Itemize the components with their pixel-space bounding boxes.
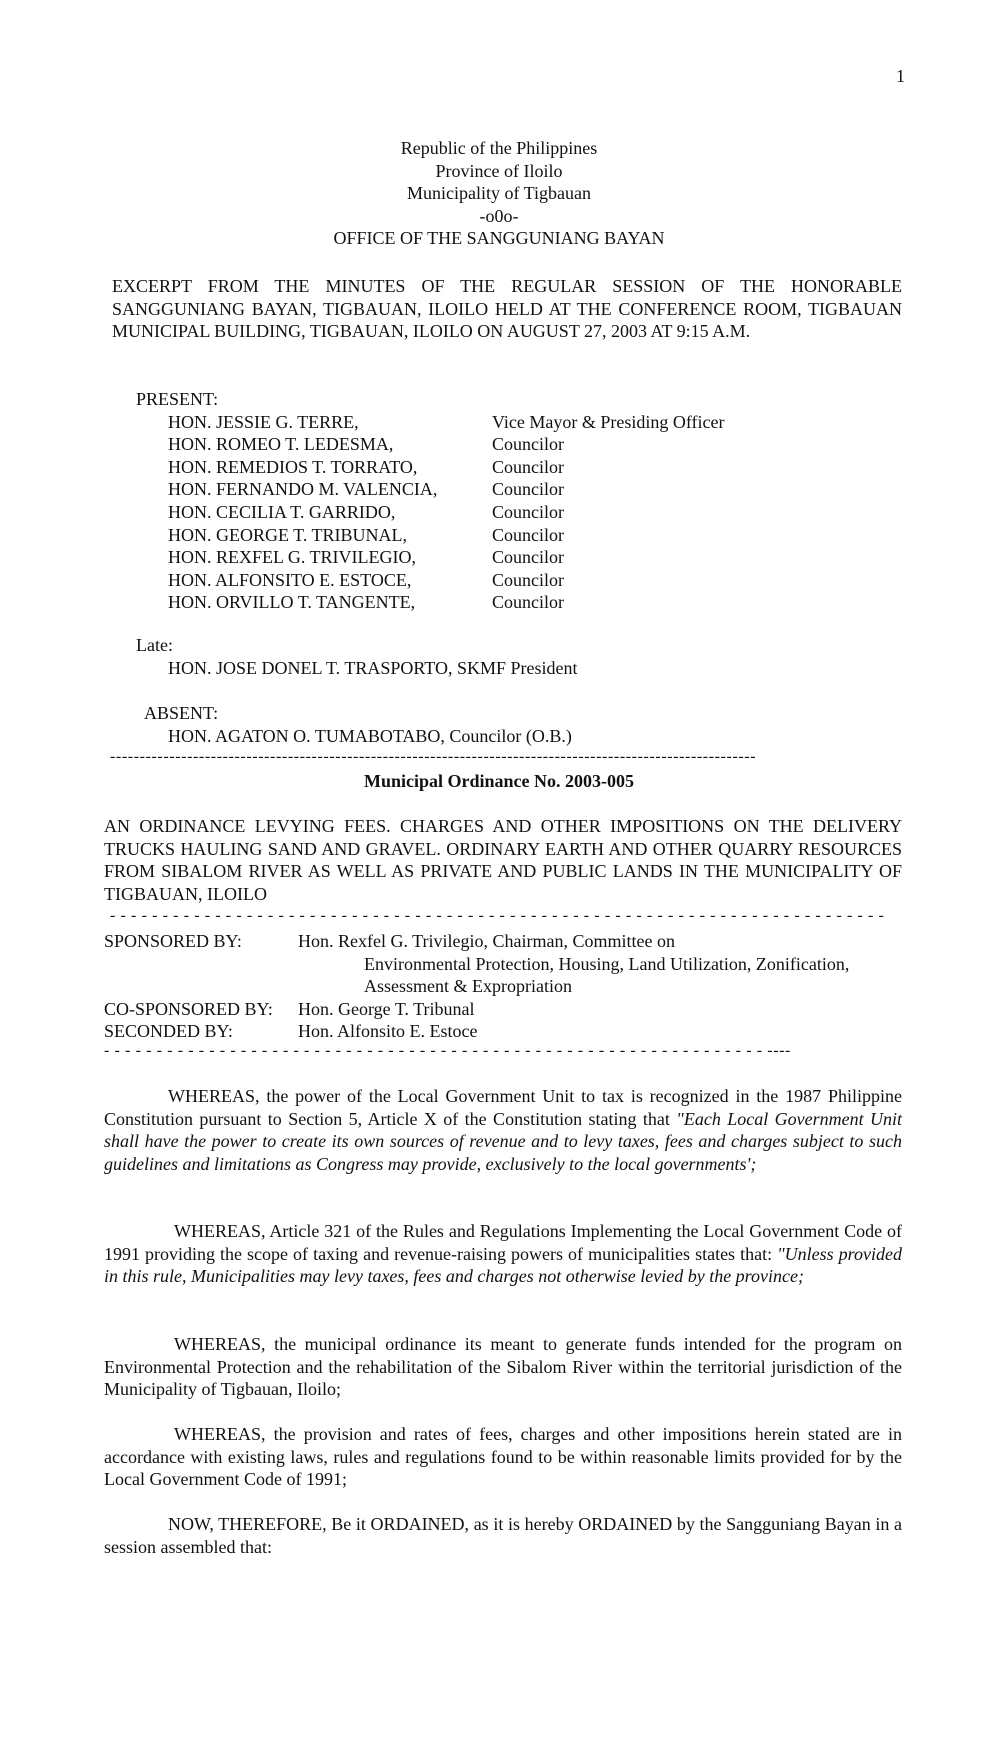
ordinance-title: Municipal Ordinance No. 2003-005 [363,771,634,791]
whereas-paragraph [104,1333,902,1401]
late-list [136,634,577,679]
present-list [136,388,896,614]
member-name: HON. REMEDIOS T. TORRATO, [168,456,418,477]
page-number: 1 [896,66,905,86]
late-label: Late: [136,635,173,655]
member-row [136,478,896,501]
cosponsored-label: CO-SPONSORED BY: [104,998,273,1019]
cosponsored-value: Hon. George T. Tribunal [298,998,475,1019]
present-label: PRESENT: [136,389,219,409]
sponsored-continuation: Assessment & Expropriation [364,976,572,997]
member-row [136,433,896,456]
member-name: HON. FERNANDO M. VALENCIA, [168,479,438,500]
member-row [136,591,896,614]
seconded-label: SECONDED BY: [104,1021,233,1042]
late-entry: HON. JOSE DONEL T. TRASPORTO, SKMF President [168,657,578,678]
member-name: HON. REXFEL G. TRIVILEGIO, [168,547,416,568]
dashed-divider: - - - - - - - - - - - - - - - - - - - - - - - - - - - - - - - - - - - - - - - - - - - - - - - - - - - - - - - - - - - - - - - ---- [104,1042,791,1059]
member-row [136,456,896,479]
whereas-text: WHEREAS, the power of the Local Government Unit to tax is recognized in the 1987 Philippine Constitution pursuant to Section 5, Article X of the Constitution stating that [104,1086,902,1129]
member-role: Councilor [492,547,564,568]
sponsor-block [104,930,924,1043]
member-row [136,546,896,569]
member-row [136,524,896,547]
member-row [136,569,896,592]
member-role: Councilor [492,592,564,613]
ordaining-clause [104,1513,902,1558]
whereas-text: WHEREAS, the municipal ordinance its meant to generate funds intended for the program on Environmental Protection and the rehabilitation of the Sibalom River within the territorial jurisdiction of the Municipality of Tigbauan, Iloilo; [104,1334,902,1400]
ordinance-description: AN ORDINANCE LEVYING FEES. CHARGES AND OTHER IMPOSITIONS ON THE DELIVERY TRUCKS HAULING SAND AND GRAVEL. ORDINARY EARTH AND OTHER QUARRY RESOURCES FROM SIBALOM RIVER AS WELL AS PRIVATE AND PUBLIC LANDS IN THE MUNICIPALITY OF TIGBAUAN, ILOILO [104,816,902,904]
member-name: HON. GEORGE T. TRIBUNAL, [168,524,407,545]
whereas-text: WHEREAS, the provision and rates of fees, charges and other impositions herein stated are in accordance with existing laws, rules and regulations found to be within reasonable limits provided for by the Local Government Code of 1991; [104,1424,902,1490]
dashed-divider: - - - - - - - - - - - - - - - - - - - - - - - - - - - - - - - - - - - - - - - - - - - - - - - - - - - - - - - - - - - - - - - - - - - - - - - - - - [110,907,885,924]
whereas-paragraph [104,1220,902,1288]
whereas-paragraph [104,1085,902,1175]
absent-entry: HON. AGATON O. TUMABOTABO, Councilor (O.B.) [168,725,572,746]
absent-label: ABSENT: [144,703,219,723]
member-role: Councilor [492,434,564,455]
header-separator: -o0o- [479,205,519,226]
member-row [136,501,896,524]
minutes-excerpt: EXCERPT FROM THE MINUTES OF THE REGULAR SESSION OF THE HONORABLE SANGGUNIANG BAYAN, TIGBAUAN, ILOILO HELD AT THE CONFERENCE ROOM, TIGBAUAN MUNICIPAL BUILDING, TIGBAUAN, ILOILO ON AUGUST 27, 2003 AT 9:15 A.M. [112,276,902,342]
member-role: Councilor [492,569,564,590]
ordaining-text: NOW, THEREFORE, Be it ORDAINED, as it is hereby ORDAINED by the Sangguniang Bayan in a session assembled that: [104,1514,902,1557]
header-office: OFFICE OF THE SANGGUNIANG BAYAN [333,228,665,249]
whereas-quote: "Unless provided in this rule, Municipalities may levy taxes, fees and charges not otherwise levied by the province; [104,1243,903,1287]
cosponsored-row [104,998,924,1021]
member-role: Councilor [492,456,564,477]
header-province: Province of Iloilo [435,160,563,181]
whereas-paragraph [104,1423,902,1491]
member-role: Councilor [492,524,564,545]
absent-list [136,702,572,747]
member-role: Vice Mayor & Presiding Officer [492,411,725,432]
member-name: HON. CECILIA T. GARRIDO, [168,501,396,522]
sponsored-label: SPONSORED BY: [104,931,242,951]
member-name: HON. ROMEO T. LEDESMA, [168,434,394,455]
member-name: HON. JESSIE G. TERRE, [168,411,359,432]
whereas-text: WHEREAS, Article 321 of the Rules and Regulations Implementing the Local Government Code of 1991 providing the scope of taxing and revenue-raising powers of municipalities states that: [104,1221,902,1264]
document-header [0,137,998,250]
member-name: HON. ORVILLO T. TANGENTE, [168,592,416,613]
whereas-quote: "Each Local Government Unit shall have the power to create its own sources of revenue and to levy taxes, fees and charges subject to such guidelines and limitations as Congress may provide, exclusively to the local governments'; [104,1108,902,1174]
sponsored-value: Hon. Rexfel G. Trivilegio, Chairman, Committee on [298,931,675,951]
seconded-value: Hon. Alfonsito E. Estoce [298,1021,478,1042]
header-municipality: Municipality of Tigbauan [407,183,591,204]
member-row [136,411,896,434]
member-name: HON. ALFONSITO E. ESTOCE, [168,569,412,590]
member-role: Councilor [492,501,564,522]
sponsored-row [104,930,924,953]
header-republic: Republic of the Philippines [400,138,598,158]
dashed-divider: ------------------------------------------------------------------------------------------------------------- [110,748,757,765]
member-role: Councilor [492,479,564,500]
sponsored-continuation: Environmental Protection, Housing, Land Utilization, Zonification, [364,953,850,974]
